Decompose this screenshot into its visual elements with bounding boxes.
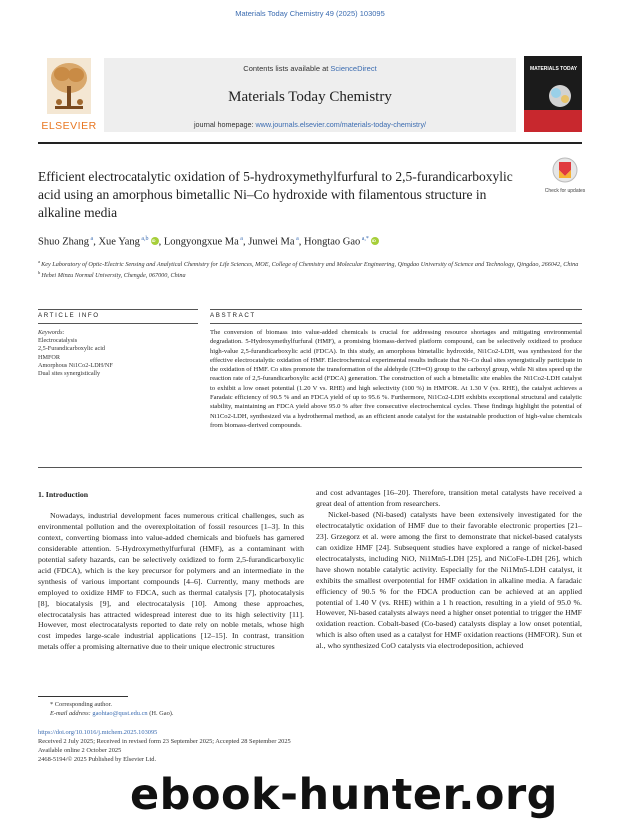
corresponding-author-footnote xyxy=(50,700,350,718)
body-column-left xyxy=(38,488,304,653)
journal-homepage-link[interactable]: www.journals.elsevier.com/materials-today-chemistry/ xyxy=(255,120,427,129)
article-title: Efficient electrocatalytic oxidation of 5-hydroxymethylfurfural to 2,5-furandicarboxylic acid using an amorphous bimetallic Ni–Co hydroxide with filamentous structure in alkaline media xyxy=(38,169,513,220)
keyword-item: Electrocatalysis xyxy=(38,337,78,345)
affiliation-line xyxy=(38,258,582,269)
orcid-icon[interactable] xyxy=(151,237,159,245)
orcid-icon[interactable] xyxy=(371,237,379,245)
masthead-banner xyxy=(104,58,516,132)
keywords-label: Keywords: xyxy=(38,329,65,336)
author-affiliation-mark[interactable]: a xyxy=(294,236,299,242)
email-label: E-mail address: xyxy=(50,710,91,717)
abstract-text: The conversion of biomass into value-added chemicals is crucial for addressing resource shortages and mitigating environmental degradation. 5-Hydroxymethylfurfural (HMF), a promising biomass-derived platform compound, can be selectively oxidized to produce high-value 2,5-furandicarboxylic acid (FDCA). In this study, an amorphous bimetallic hydroxide, Ni1Co2-LDH, was synthesized for the effective electrocatalytic oxidation of HMF. Electrochemical experimental results indicate that Ni–Co dual sites synergistically participate in the oxidation of HMF. Co sites promote the transformation of the aldehyde (CH═O) group to the carboxyl group, while Ni sites speed up the reaction rate of 2,5-furandicarboxylic acid (FDCA) generation. The construction of such a bimetallic site enables the Ni1Co2-LDH catalyst to exhibit a low onset potential (1.20 V vs. RHE) and high selectivity (100 %) in HMFOR. At 1.30 V (vs. RHE), the catalyst achieves a Faradaic efficiency of 90.5 % and an FDCA yield of up to 95.6 %. Furthermore, Ni1Co2-LDH exhibits exceptional structural and catalytic stability, maintaining an FDCA yield above 95.0 % after five consecutive electrochemical cycles. These findings highlight the potential of Ni1Co2-LDH, synthesized via a hydrothermal method, as an efficient anode catalyst for the sustainable production of high-value chemicals from biomass-derived compounds. xyxy=(210,329,582,429)
author-name[interactable]: Hongtao Gao xyxy=(303,236,361,248)
copyright-line: 2468-5194/© 2025 Published by Elsevier Ltd. xyxy=(38,756,157,763)
abstract-rule-mid xyxy=(210,323,582,324)
author-list xyxy=(38,236,582,248)
abstract-rule-top xyxy=(210,309,582,310)
email-suffix: (H. Gao). xyxy=(149,710,174,717)
cover-band xyxy=(524,110,582,132)
elsevier-tree-icon xyxy=(47,58,91,114)
author-affiliation-mark[interactable]: a,* xyxy=(360,236,369,242)
online-date: Available online 2 October 2025 xyxy=(38,747,122,754)
author-name[interactable]: Xue Yang xyxy=(98,236,140,248)
contents-prefix: Contents lists available at xyxy=(243,64,329,73)
author-affiliation-mark[interactable]: a xyxy=(238,236,243,242)
author-name[interactable]: Junwei Ma xyxy=(248,236,295,248)
crossmark-icon[interactable] xyxy=(548,156,582,186)
author-email-link[interactable]: gaohtao@qust.edu.cn xyxy=(92,710,148,717)
keywords-block xyxy=(38,329,198,378)
author-name[interactable]: Shuo Zhang xyxy=(38,236,90,248)
article-info-rule-top xyxy=(38,309,198,310)
article-info-rule-mid xyxy=(38,323,198,324)
keyword-item: Dual sites synergistically xyxy=(38,370,101,378)
keyword-item: Amorphous Ni1Co2-LDH/NF xyxy=(38,361,113,369)
journal-reference[interactable]: Materials Today Chemistry 49 (2025) 103095 xyxy=(235,9,385,18)
body-paragraph: and cost advantages [16–20]. Therefore, transition metal catalysts have received a great deal of attention from researchers. xyxy=(316,488,582,508)
publisher-logo[interactable] xyxy=(38,56,100,134)
homepage-prefix: journal homepage: xyxy=(193,120,254,129)
homepage-line xyxy=(104,120,516,129)
abstract-heading: ABSTRACT xyxy=(210,312,256,319)
affiliation-mark: a xyxy=(38,259,42,264)
author-separator: , xyxy=(242,236,249,248)
check-for-updates-label[interactable]: Check for updates xyxy=(544,188,586,194)
journal-title: Materials Today Chemistry xyxy=(228,89,392,105)
body-paragraph: Nowadays, industrial development faces numerous critical challenges, such as environmental pollution and the overexploitation of fossil resources [1–3]. In this context, converting biomass into value-added chemicals and biofuels has garnered considerable attention. 5-Hydroxymethylfurfural (HMF), as a contaminant with potential safety hazards, can be selectively oxidized to form 2,5-furandicarboxylic acid (FDCA), which is the key precursor for polymers and an intermediate in the synthesis of various important compounds [4–6]. Currently, many methods are employed to oxidize HMF to FDCA, such as thermal catalysis [7], photocatalysis [8], biocatalysis [9], and electrocatalysis [10]. Among these approaches, electrocatalysis has attracted widespread interest due to its high selectivity [11]. However, most electrocatalysts reported to date rely on noble metals, whose high cost impedes large-scale industrial applications [12–15]. In contrast, transition metals offer a promising alternative due to their unique electronic structures xyxy=(38,510,304,652)
journal-masthead xyxy=(38,56,582,136)
author-separator: , xyxy=(158,236,164,248)
watermark-text: ebook-hunter.org xyxy=(130,770,558,820)
author-affiliation-mark[interactable]: a xyxy=(89,236,94,242)
author-separator: , xyxy=(298,236,304,248)
section-heading-introduction: 1. Introduction xyxy=(38,490,89,499)
author-separator: , xyxy=(93,236,99,248)
contents-line xyxy=(104,64,516,73)
publication-info xyxy=(38,728,438,764)
cover-art-icon xyxy=(542,82,578,110)
author-name[interactable]: Longyongxue Ma xyxy=(163,236,239,248)
body-column-right xyxy=(316,488,582,652)
keyword-item: HMFOR xyxy=(38,353,61,361)
abstract-rule-bottom xyxy=(38,467,582,468)
sciencedirect-link[interactable]: ScienceDirect xyxy=(330,64,377,73)
affiliations xyxy=(38,258,582,281)
body-paragraph: Nickel-based (Ni-based) catalysts have been extensively investigated for the electrocatalytic oxidation of HMF due to their favorable electronic properties [21–23]. Grzegorz et al. were among the first to demonstrate that nickel-based catalysts can oxidize HMF [24]. Subsequent studies have explored a range of nickel-based electrocatalysts, including NiO, Ni1Mn5-LDH [25], and NiCoFe-LDH [26], which have shown notable catalytic activity. Especially for the Ni1Mn5-LDH catalyst, it exhibits the smallest overpotential for HMF oxidation in alkaline media. A faradaic efficiency of 90.5 % for the FDCA production can be achieved at an applied potential of 1.40 V (vs. RHE) within a 1 h reaction, resulting in a yield of 95.0 %. However, Ni-based catalysts always need a higher onset potential to trigger the HMF oxidation reaction. Cobalt-based (Co-based) catalysts display a low onset potential, which is also often used as a catalyst for HMF oxidation reactions (HMFOR). Sun et al., who synthesized CoO catalysts via electrodeposition, achieved xyxy=(316,509,582,651)
corresponding-author-line: * Corresponding author. xyxy=(50,701,112,708)
elsevier-wordmark: ELSEVIER xyxy=(41,120,97,132)
affiliation-line xyxy=(38,269,582,280)
footnote-rule xyxy=(38,696,128,697)
article-info-heading: ARTICLE INFO xyxy=(38,312,100,319)
author-affiliation-mark[interactable]: a,b xyxy=(139,236,149,242)
affiliation-text: Hebei Minzu Normal University, Chengde, 067000, China xyxy=(41,272,186,280)
masthead-divider xyxy=(38,142,582,144)
doi-link[interactable]: https://doi.org/10.1016/j.mtchem.2025.103095 xyxy=(38,729,158,736)
affiliation-text: Key Laboratory of Optic-Electric Sensing and Analytical Chemistry for Life Sciences, MOE, College of Chemistry and Molecular Engineering, Qingdao University of Science and Technology, Qingdao, 266042, China xyxy=(41,261,579,269)
cover-title: MATERIALS TODAY xyxy=(530,66,578,72)
journal-cover-thumbnail[interactable] xyxy=(524,56,582,132)
keyword-item: 2,5-Furandicarboxylic acid xyxy=(38,345,106,353)
affiliation-mark: b xyxy=(38,270,42,276)
email-line xyxy=(50,709,350,718)
received-dates: Received 2 July 2025; Received in revised form 23 September 2025; Accepted 28 September 2025 xyxy=(38,738,291,745)
